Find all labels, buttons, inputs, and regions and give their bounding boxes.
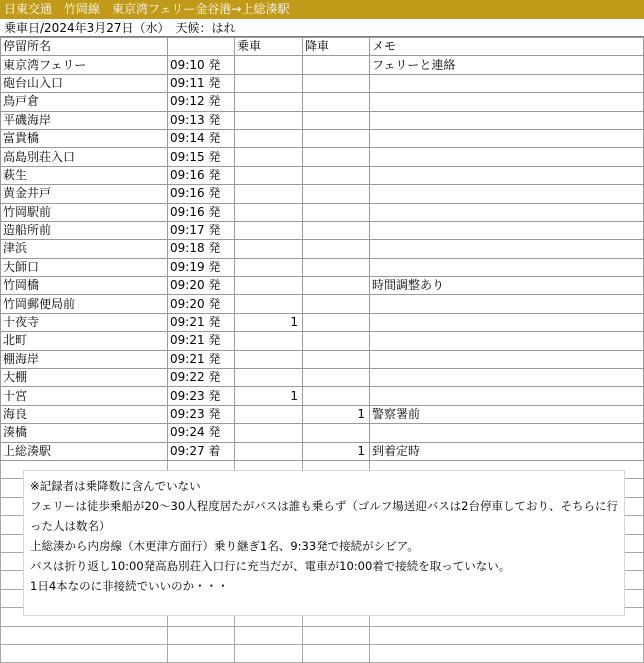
- stop-time: 09:17 発: [168, 221, 235, 239]
- memo: [370, 350, 644, 368]
- empty-cell: [235, 644, 303, 662]
- memo: [370, 111, 644, 129]
- table-row: [1, 332, 644, 350]
- alighting-count: [303, 313, 370, 331]
- table-row: [1, 442, 644, 460]
- note-line: ※記録者は乗降数に含んでいない: [30, 479, 201, 493]
- empty-row: [1, 626, 644, 644]
- stop-name: 萩生: [1, 166, 168, 184]
- stop-name: 竹岡橋: [1, 277, 168, 295]
- memo: 時間調整あり: [370, 277, 644, 295]
- stop-time: 09:16 発: [168, 166, 235, 184]
- table-row: [1, 74, 644, 92]
- memo: [370, 387, 644, 405]
- header-row: [1, 38, 644, 56]
- stop-name: 海良: [1, 405, 168, 423]
- boarding-count: [235, 350, 303, 368]
- boarding-count: [235, 111, 303, 129]
- empty-cell: [168, 644, 235, 662]
- alighting-count: [303, 258, 370, 276]
- stop-time: 09:16 発: [168, 185, 235, 203]
- alighting-count: [303, 166, 370, 184]
- alighting-count: [303, 148, 370, 166]
- stop-name: 上総湊駅: [1, 442, 168, 460]
- memo: [370, 313, 644, 331]
- memo: [370, 295, 644, 313]
- boarding-count: 1: [235, 313, 303, 331]
- alighting-count: [303, 387, 370, 405]
- stop-time: 09:23 発: [168, 405, 235, 423]
- empty-cell: [303, 644, 370, 662]
- table-row: [1, 56, 644, 74]
- memo: [370, 258, 644, 276]
- stop-time: 09:21 発: [168, 313, 235, 331]
- header-stop: 停留所名: [1, 38, 168, 56]
- table-row: [1, 166, 644, 184]
- alighting-count: [303, 74, 370, 92]
- stop-name: 十夜寺: [1, 313, 168, 331]
- stop-name: 東京湾フェリー: [1, 56, 168, 74]
- memo: 到着定時: [370, 442, 644, 460]
- boarding-count: [235, 442, 303, 460]
- boarding-count: [235, 332, 303, 350]
- alighting-count: [303, 240, 370, 258]
- stop-name: 黄金井戸: [1, 185, 168, 203]
- stop-name: 十宮: [1, 387, 168, 405]
- stop-time: 09:23 発: [168, 387, 235, 405]
- empty-cell: [1, 626, 168, 644]
- stop-time: 09:27 着: [168, 442, 235, 460]
- empty-cell: [370, 626, 644, 644]
- memo: [370, 203, 644, 221]
- memo: [370, 424, 644, 442]
- ride-info: 乗車日/2024年3月27日（水） 天候：はれ: [0, 19, 644, 37]
- stop-time: 09:12 発: [168, 93, 235, 111]
- notes-box: [23, 470, 625, 616]
- boarding-count: [235, 148, 303, 166]
- stop-time: 09:14 発: [168, 129, 235, 147]
- alighting-count: [303, 56, 370, 74]
- boarding-count: [235, 185, 303, 203]
- stop-name: 平磯海岸: [1, 111, 168, 129]
- header-time: [168, 38, 235, 56]
- page-title: 日東交通 竹岡線 東京湾フェリー金谷港→上総湊駅: [0, 0, 644, 19]
- stop-time: 09:21 発: [168, 350, 235, 368]
- memo: [370, 240, 644, 258]
- table-row: [1, 277, 644, 295]
- stop-name: 大師口: [1, 258, 168, 276]
- stop-time: 09:13 発: [168, 111, 235, 129]
- stop-name: 砲台山入口: [1, 74, 168, 92]
- boarding-count: [235, 221, 303, 239]
- table-row: [1, 369, 644, 387]
- table-row: [1, 295, 644, 313]
- stop-time: 09:20 発: [168, 295, 235, 313]
- stop-name: 大棚: [1, 369, 168, 387]
- alighting-count: [303, 424, 370, 442]
- stop-time: 09:20 発: [168, 277, 235, 295]
- stop-name: 湊橋: [1, 424, 168, 442]
- alighting-count: [303, 185, 370, 203]
- alighting-count: [303, 129, 370, 147]
- boarding-count: [235, 424, 303, 442]
- memo: フェリーと連絡: [370, 56, 644, 74]
- memo: [370, 166, 644, 184]
- empty-cell: [370, 644, 644, 662]
- stop-time: 09:21 発: [168, 332, 235, 350]
- header-on: 乗車: [235, 38, 303, 56]
- stop-name: 高島別荘入口: [1, 148, 168, 166]
- table-row: [1, 148, 644, 166]
- table-row: [1, 405, 644, 423]
- stop-name: 竹岡郵便局前: [1, 295, 168, 313]
- table-row: [1, 221, 644, 239]
- table-row: [1, 203, 644, 221]
- boarding-count: [235, 405, 303, 423]
- stop-time: 09:22 発: [168, 369, 235, 387]
- stop-time: 09:10 発: [168, 56, 235, 74]
- alighting-count: [303, 221, 370, 239]
- table-row: [1, 424, 644, 442]
- alighting-count: [303, 277, 370, 295]
- alighting-count: [303, 350, 370, 368]
- boarding-count: [235, 166, 303, 184]
- empty-row: [1, 644, 644, 662]
- stop-name: 造船所前: [1, 221, 168, 239]
- stop-name: 竹岡駅前: [1, 203, 168, 221]
- stop-name: 津浜: [1, 240, 168, 258]
- stop-time: 09:18 発: [168, 240, 235, 258]
- memo: [370, 93, 644, 111]
- memo: [370, 74, 644, 92]
- table-row: [1, 350, 644, 368]
- table-row: [1, 240, 644, 258]
- header-memo: メモ: [370, 38, 644, 56]
- table-row: [1, 185, 644, 203]
- stop-name: 棚海岸: [1, 350, 168, 368]
- note-line: バスは折り返し10:00発高島別荘入口行に充当だが、電車が10:00着で接続を取っていない。: [30, 559, 511, 573]
- table-row: [1, 387, 644, 405]
- memo: [370, 332, 644, 350]
- alighting-count: [303, 111, 370, 129]
- boarding-count: [235, 369, 303, 387]
- table-row: [1, 258, 644, 276]
- boarding-count: [235, 129, 303, 147]
- note-line: 1日4本なのに非接続でいいのか・・・: [30, 579, 229, 593]
- boarding-count: [235, 56, 303, 74]
- alighting-count: 1: [303, 442, 370, 460]
- stop-time: 09:24 発: [168, 424, 235, 442]
- alighting-count: [303, 332, 370, 350]
- stop-name: 富貴橋: [1, 129, 168, 147]
- boarding-count: [235, 295, 303, 313]
- memo: [370, 129, 644, 147]
- stop-time: 09:11 発: [168, 74, 235, 92]
- stop-name: 鳥戸倉: [1, 93, 168, 111]
- memo: [370, 369, 644, 387]
- stop-time: 09:15 発: [168, 148, 235, 166]
- table-row: [1, 93, 644, 111]
- boarding-count: [235, 240, 303, 258]
- stop-name: 北町: [1, 332, 168, 350]
- stop-time: 09:16 発: [168, 203, 235, 221]
- boarding-count: 1: [235, 387, 303, 405]
- memo: [370, 148, 644, 166]
- stop-time: 09:19 発: [168, 258, 235, 276]
- table-row: [1, 313, 644, 331]
- header-off: 降車: [303, 38, 370, 56]
- memo: [370, 185, 644, 203]
- empty-cell: [1, 644, 168, 662]
- empty-cell: [303, 626, 370, 644]
- memo: [370, 221, 644, 239]
- table-row: [1, 129, 644, 147]
- boarding-count: [235, 277, 303, 295]
- alighting-count: [303, 203, 370, 221]
- boarding-count: [235, 93, 303, 111]
- boarding-count: [235, 203, 303, 221]
- boarding-count: [235, 74, 303, 92]
- note-line: 上総湊から内房線（木更津方面行）乗り継ぎ1名、9:33発で接続がシビア。: [30, 539, 419, 553]
- alighting-count: [303, 93, 370, 111]
- alighting-count: [303, 295, 370, 313]
- memo: 警察署前: [370, 405, 644, 423]
- alighting-count: [303, 369, 370, 387]
- table-row: [1, 111, 644, 129]
- empty-cell: [168, 626, 235, 644]
- note-line: フェリーは徒歩乗船が20～30人程度居たがバスは誰も乗らず（ゴルフ場送迎バスは2台停車しており、そちらに行った人は数名）: [30, 499, 619, 533]
- empty-cell: [235, 626, 303, 644]
- alighting-count: 1: [303, 405, 370, 423]
- boarding-count: [235, 258, 303, 276]
